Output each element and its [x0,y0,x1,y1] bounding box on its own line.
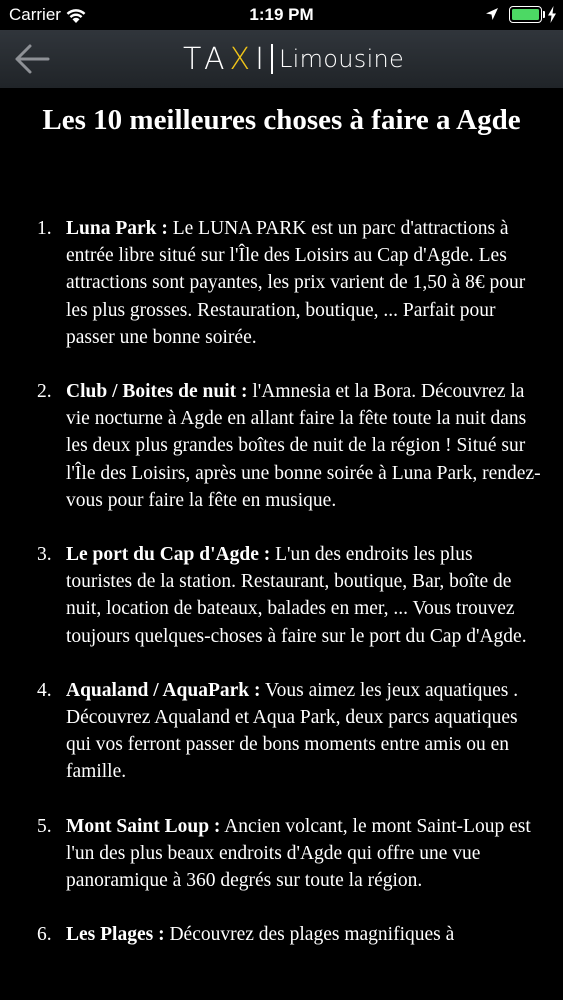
item-number: 2. [37,381,52,403]
location-arrow-icon [485,7,499,21]
status-bar [0,0,563,30]
app-logo [183,39,404,79]
battery-icon [509,6,542,23]
item-description: Ancien volcant, le mont Saint-Loup est l'un des plus beaux endroits d'Agde qui offre une vue panoramique à 360 degrés sur toute la région. [66,815,531,892]
things-to-do-list [0,215,563,975]
carrier-label: Carrier [9,5,61,24]
arrow-left-icon [8,38,56,80]
logo-divider [271,44,273,74]
item-description: Vous aimez les jeux aquatiques . Découvrez Aqualand et Aqua Park, deux parcs aquatiques qui vos ferront passer de bons moments entre amis ou en famille. [66,679,519,783]
logo-limousine-text: Limousine [278,45,405,73]
item-number: 3. [37,544,52,566]
clock: 1:19 PM [249,5,314,24]
item-description: l'Amnesia et la Bora. Découvrez la vie nocturne à Agde en allant faire la fête toute la nuit dans les deux plus grandes boîtes de nuit de la région ! Situé sur l'Île des Loisirs, après une bonne soirée à Luna Park, rendez-vous pour faire la fête en musique. [66,381,541,511]
item-name: Luna Park : [66,218,168,239]
back-button[interactable] [8,38,56,80]
item-name: Club / Boites de nuit : [66,381,248,403]
list-item [0,813,563,895]
list-item [0,921,563,948]
item-number: 5. [37,815,52,837]
item-name: Aqualand / AquaPark : [66,679,261,701]
item-description: L'un des endroits les plus touristes de la station. Restaurant, boutique, Bar, boîte de nuit, location de bateaux, balades en mer, ... Vous trouvez toujours quelques-choses à faire sur le port du Cap d'Agde. [66,544,527,647]
item-name: Les Plages : [66,924,165,946]
battery-level [512,9,539,20]
item-description: Le LUNA PARK est un parc d'attractions à entrée libre situé sur l'Île des Loisirs au Cap d'Agde. Les attractions sont payantes, les prix varient de 1,50 à 8€ pour les plus grosses. Restauration, boutique, ... Parfait pour passer une bonne soirée. [66,218,526,348]
item-number: 1. [37,218,52,239]
charging-bolt-icon [547,6,557,23]
item-description: Découvrez des plages magnifiques à [164,924,455,946]
list-item [0,677,563,786]
item-number: 6. [37,924,52,946]
item-number: 4. [37,679,52,701]
nav-bar [0,30,563,88]
list-item [0,215,563,351]
page-title: Les 10 meilleures choses à faire a Agde [42,104,521,136]
list-item [0,378,563,514]
list-item [0,541,563,650]
item-name: Le port du Cap d'Agde : [66,544,271,566]
battery-cap [543,11,545,18]
logo-taxi: TAXI [183,41,269,77]
item-name: Mont Saint Loup : [66,815,221,837]
